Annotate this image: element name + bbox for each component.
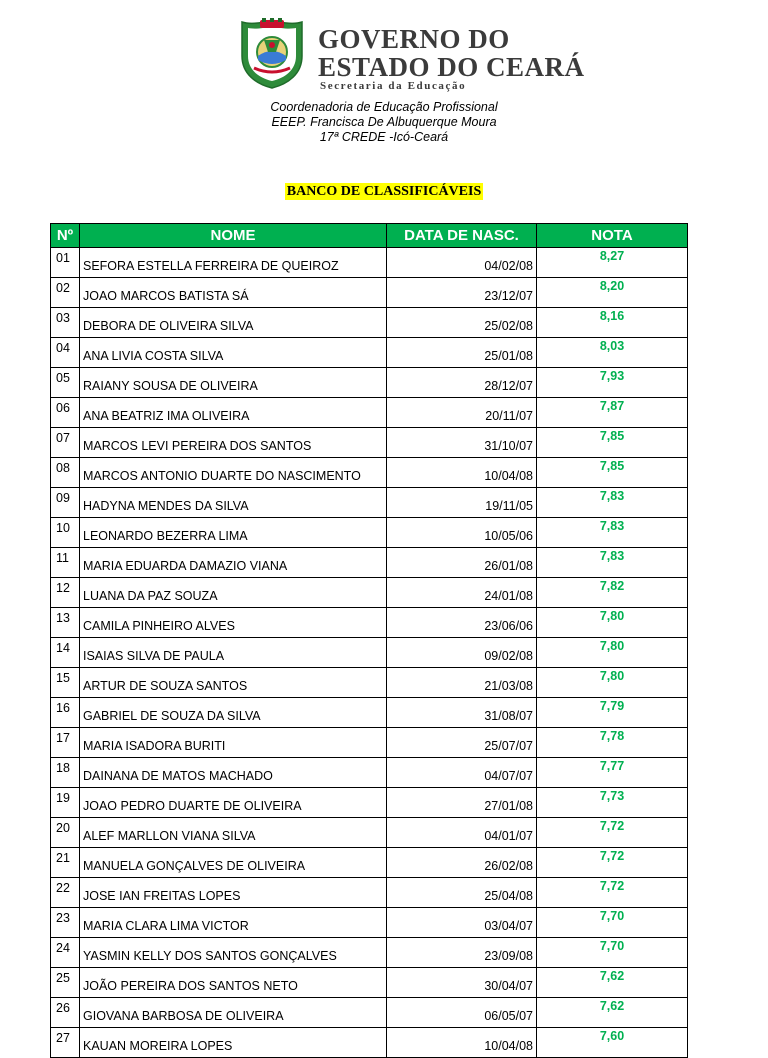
grade: 7,62 — [537, 998, 688, 1028]
grade: 7,60 — [537, 1028, 688, 1058]
table-row — [51, 998, 688, 1028]
student-name: MARIA ISADORA BURITI — [80, 728, 387, 758]
grade: 8,20 — [537, 278, 688, 308]
row-number: 16 — [51, 698, 80, 728]
birth-date: 06/05/07 — [387, 998, 537, 1028]
table-row — [51, 938, 688, 968]
table-row — [51, 368, 688, 398]
birth-date: 09/02/08 — [387, 638, 537, 668]
column-header-number: Nº — [51, 224, 80, 248]
grade: 7,82 — [537, 578, 688, 608]
row-number: 26 — [51, 998, 80, 1028]
birth-date: 20/11/07 — [387, 398, 537, 428]
row-number: 12 — [51, 578, 80, 608]
table-row — [51, 1028, 688, 1058]
table-body — [51, 248, 688, 1058]
grade: 7,85 — [537, 458, 688, 488]
grade: 8,03 — [537, 338, 688, 368]
column-header-name: NOME — [80, 224, 387, 248]
birth-date: 28/12/07 — [387, 368, 537, 398]
grade: 7,78 — [537, 728, 688, 758]
student-name: MANUELA GONÇALVES DE OLIVEIRA — [80, 848, 387, 878]
row-number: 04 — [51, 338, 80, 368]
row-number: 25 — [51, 968, 80, 998]
row-number: 02 — [51, 278, 80, 308]
grade: 7,85 — [537, 428, 688, 458]
grade: 8,16 — [537, 308, 688, 338]
student-name: ANA LIVIA COSTA SILVA — [80, 338, 387, 368]
row-number: 08 — [51, 458, 80, 488]
birth-date: 24/01/08 — [387, 578, 537, 608]
grade: 7,80 — [537, 608, 688, 638]
row-number: 09 — [51, 488, 80, 518]
table-row — [51, 338, 688, 368]
birth-date: 04/07/07 — [387, 758, 537, 788]
birth-date: 10/04/08 — [387, 1028, 537, 1058]
row-number: 18 — [51, 758, 80, 788]
document-title-banner — [0, 182, 768, 200]
government-title-line1: GOVERNO DO — [318, 24, 510, 54]
info-line-3: 17ª CREDE -Icó-Ceará — [319, 130, 449, 144]
info-line-1: Coordenadoria de Educação Profissional — [270, 100, 498, 114]
grade: 8,27 — [537, 248, 688, 278]
info-line-2: EEEP. Francisca De Albuquerque Moura — [271, 115, 497, 129]
student-name: LEONARDO BEZERRA LIMA — [80, 518, 387, 548]
grade: 7,72 — [537, 818, 688, 848]
student-name: DEBORA DE OLIVEIRA SILVA — [80, 308, 387, 338]
row-number: 17 — [51, 728, 80, 758]
table-row — [51, 908, 688, 938]
birth-date: 26/02/08 — [387, 848, 537, 878]
grade: 7,80 — [537, 638, 688, 668]
grade: 7,72 — [537, 848, 688, 878]
student-name: GABRIEL DE SOUZA DA SILVA — [80, 698, 387, 728]
birth-date: 25/01/08 — [387, 338, 537, 368]
student-name: MARIA CLARA LIMA VICTOR — [80, 908, 387, 938]
student-name: JOAO MARCOS BATISTA SÁ — [80, 278, 387, 308]
student-name: KAUAN MOREIRA LOPES — [80, 1028, 387, 1058]
student-name: MARIA EDUARDA DAMAZIO VIANA — [80, 548, 387, 578]
document-title: BANCO DE CLASSIFICÁVEIS — [286, 184, 482, 199]
table-row — [51, 698, 688, 728]
student-name: ALEF MARLLON VIANA SILVA — [80, 818, 387, 848]
table-row — [51, 398, 688, 428]
government-title — [318, 26, 585, 81]
row-number: 20 — [51, 818, 80, 848]
table-row — [51, 728, 688, 758]
grade: 7,80 — [537, 668, 688, 698]
grade: 7,62 — [537, 968, 688, 998]
birth-date: 26/01/08 — [387, 548, 537, 578]
row-number: 24 — [51, 938, 80, 968]
table-row — [51, 488, 688, 518]
student-name: CAMILA PINHEIRO ALVES — [80, 608, 387, 638]
table-row — [51, 518, 688, 548]
birth-date: 21/03/08 — [387, 668, 537, 698]
table-row — [51, 308, 688, 338]
government-subtitle: Secretaria da Educação — [320, 80, 467, 92]
row-number: 22 — [51, 878, 80, 908]
table-row — [51, 548, 688, 578]
student-name: DAINANA DE MATOS MACHADO — [80, 758, 387, 788]
student-name: YASMIN KELLY DOS SANTOS GONÇALVES — [80, 938, 387, 968]
government-title-line2: ESTADO DO CEARÁ — [318, 52, 585, 82]
grade: 7,70 — [537, 938, 688, 968]
table-row — [51, 608, 688, 638]
student-name: RAIANY SOUSA DE OLIVEIRA — [80, 368, 387, 398]
grade: 7,83 — [537, 518, 688, 548]
row-number: 11 — [51, 548, 80, 578]
classification-table — [50, 223, 688, 1058]
column-header-birthdate: DATA DE NASC. — [387, 224, 537, 248]
table-row — [51, 428, 688, 458]
grade: 7,79 — [537, 698, 688, 728]
birth-date: 04/01/07 — [387, 818, 537, 848]
table-row — [51, 788, 688, 818]
student-name: ANA BEATRIZ IMA OLIVEIRA — [80, 398, 387, 428]
row-number: 13 — [51, 608, 80, 638]
birth-date: 31/08/07 — [387, 698, 537, 728]
table-header-row — [51, 224, 688, 248]
birth-date: 23/12/07 — [387, 278, 537, 308]
row-number: 19 — [51, 788, 80, 818]
birth-date: 27/01/08 — [387, 788, 537, 818]
table-row — [51, 848, 688, 878]
row-number: 14 — [51, 638, 80, 668]
grade: 7,83 — [537, 488, 688, 518]
student-name: JOÃO PEREIRA DOS SANTOS NETO — [80, 968, 387, 998]
grade: 7,73 — [537, 788, 688, 818]
student-name: MARCOS ANTONIO DUARTE DO NASCIMENTO — [80, 458, 387, 488]
birth-date: 23/09/08 — [387, 938, 537, 968]
table-row — [51, 878, 688, 908]
row-number: 07 — [51, 428, 80, 458]
birth-date: 30/04/07 — [387, 968, 537, 998]
row-number: 01 — [51, 248, 80, 278]
row-number: 10 — [51, 518, 80, 548]
grade: 7,77 — [537, 758, 688, 788]
birth-date: 03/04/07 — [387, 908, 537, 938]
row-number: 27 — [51, 1028, 80, 1058]
table-row — [51, 248, 688, 278]
government-header — [240, 18, 585, 92]
row-number: 06 — [51, 398, 80, 428]
birth-date: 10/04/08 — [387, 458, 537, 488]
table-row — [51, 458, 688, 488]
table-row — [51, 578, 688, 608]
table-row — [51, 668, 688, 698]
row-number: 03 — [51, 308, 80, 338]
student-name: SEFORA ESTELLA FERREIRA DE QUEIROZ — [80, 248, 387, 278]
birth-date: 25/04/08 — [387, 878, 537, 908]
grade: 7,72 — [537, 878, 688, 908]
state-crest-icon — [240, 18, 304, 90]
birth-date: 23/06/06 — [387, 608, 537, 638]
student-name: ARTUR DE SOUZA SANTOS — [80, 668, 387, 698]
student-name: GIOVANA BARBOSA DE OLIVEIRA — [80, 998, 387, 1028]
student-name: HADYNA MENDES DA SILVA — [80, 488, 387, 518]
table-row — [51, 968, 688, 998]
table-row — [51, 758, 688, 788]
column-header-grade: NOTA — [537, 224, 688, 248]
row-number: 23 — [51, 908, 80, 938]
institution-info — [0, 100, 768, 145]
student-name: JOAO PEDRO DUARTE DE OLIVEIRA — [80, 788, 387, 818]
row-number: 15 — [51, 668, 80, 698]
grade: 7,70 — [537, 908, 688, 938]
birth-date: 25/07/07 — [387, 728, 537, 758]
birth-date: 31/10/07 — [387, 428, 537, 458]
grade: 7,83 — [537, 548, 688, 578]
student-name: JOSE IAN FREITAS LOPES — [80, 878, 387, 908]
row-number: 21 — [51, 848, 80, 878]
table-row — [51, 278, 688, 308]
table-row — [51, 818, 688, 848]
birth-date: 04/02/08 — [387, 248, 537, 278]
grade: 7,93 — [537, 368, 688, 398]
student-name: MARCOS LEVI PEREIRA DOS SANTOS — [80, 428, 387, 458]
table-row — [51, 638, 688, 668]
student-name: LUANA DA PAZ SOUZA — [80, 578, 387, 608]
birth-date: 25/02/08 — [387, 308, 537, 338]
row-number: 05 — [51, 368, 80, 398]
student-name: ISAIAS SILVA DE PAULA — [80, 638, 387, 668]
birth-date: 10/05/06 — [387, 518, 537, 548]
grade: 7,87 — [537, 398, 688, 428]
birth-date: 19/11/05 — [387, 488, 537, 518]
